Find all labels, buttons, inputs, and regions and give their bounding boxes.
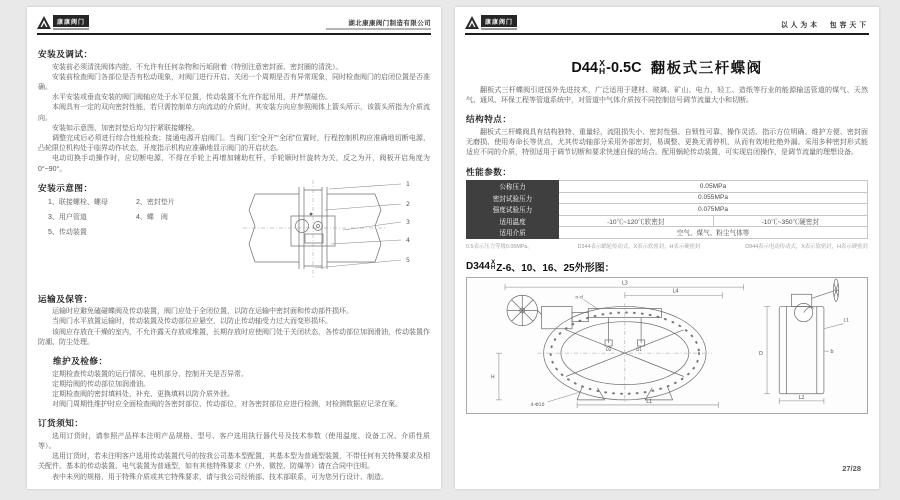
product-title <box>466 57 868 78</box>
param-label: 强度试验压力 <box>467 204 559 216</box>
legend-item: 3、用户管道 <box>48 213 87 221</box>
features-paragraph: 翻板式三杆蝶阀具有结构独特、重量轻、流阻损失小、密封性强、自锁性可靠、操作灵活、指示方位明确、维护方便、密封面无磨损、使用寿命长等优点，尤其传动轴部分采用外部密封，易调整、更换无需停机，从而有效地杜绝外漏。采用多种密封形式能适应不同的介质，特别适用于调节切断和要求快速自保的场合。配用蜗轮传动装置，可实现启闭操作，是调节流量的理想设备。 <box>466 128 868 157</box>
param-label: 适用温度 <box>467 215 559 227</box>
param-value-soft: -10℃~120℃软密封 <box>559 215 714 227</box>
callout-number: 5 <box>405 255 411 264</box>
param-value: 0.055MPa <box>559 192 868 204</box>
model-suffix: -0.5C <box>606 59 642 76</box>
install-paragraph: 电动切换手动操作时，应切断电源，不得在手轮上再增加辅助杠杆，手轮顺时针旋转为关，反之为开，阀板开启角度为0°~90°。 <box>38 155 430 173</box>
install-paragraph: 安装如示意图，加密封垫后均匀拧紧联接螺栓。 <box>52 124 199 132</box>
logo-subline <box>53 28 89 30</box>
page-header <box>37 15 431 35</box>
dim-label-bolt: 4-Φ10 <box>530 402 545 408</box>
valve-outline-drawing <box>467 278 867 408</box>
model-seal-code: X H <box>599 58 606 76</box>
install-paragraph: 安装前必须清洗阀体内腔，不允许有任何杂物和污垢附着（特别注意密封面、密封圈的清洗）。 <box>52 63 343 71</box>
performance-parameters-table <box>466 180 868 239</box>
section-title-transport: 运输及保管： <box>38 293 93 304</box>
param-value: 空气、煤气、粉尘气体等 <box>559 227 868 239</box>
ordering-paragraph: 选用订货时，请参照产品样本注明产品规格、型号、客户选用执行器代号及技术参数（使用温度、设备工况、介质性质等）。 <box>38 432 430 451</box>
footnote-item: D344表示蜗轮传动式，X表示软密封，H表示硬密封 <box>577 243 701 250</box>
company-name-subline <box>326 28 431 30</box>
install-paragraph: 水平安装或垂直安装的阀门阀轴应处于水平位置，传动装置不允许作起吊用，并严禁碰伤。 <box>52 94 332 102</box>
transport-paragraph: 运输时应避免磕碰蝶阀及传动装置，阀门应处于全闭位置，以防在运输中密封面和传动部件损坏。 <box>52 308 353 316</box>
company-slogan: 以人为本 包容天下 <box>780 22 869 29</box>
legend-item: 5、传动装置 <box>48 228 87 236</box>
dim-label-d: D <box>758 350 763 357</box>
model-prefix: D44 <box>571 59 598 76</box>
drawing-model-seal-code: X H <box>490 259 496 272</box>
dim-label-b: b <box>830 348 834 355</box>
callout-number: 1 <box>405 179 411 188</box>
footnote-item: 0.5表示压力等级0.05MPa。 <box>466 243 533 250</box>
catalog-page-left <box>27 7 441 489</box>
table-row <box>467 192 868 204</box>
callout-number: 2 <box>405 199 411 208</box>
maintenance-paragraph: 定期检查阀的密封填料处，补充、更换填料以防介质外泄。 <box>52 390 234 398</box>
dim-label-d2: D2 <box>605 346 612 352</box>
installation-schematic-block <box>38 179 430 286</box>
ordering-paragraph: 选用订货时，若未注明客户选用传动装置代号的按我公司基本型配置，其基本型为普通型装置，不带任何有关特殊要求及相关配件。基本的传动装置、电气装置为普通型，如有其他特殊要求（户外、微控、防爆等）请在合同中注明。 <box>38 453 430 471</box>
dim-label-h: H <box>490 374 495 381</box>
page-header <box>465 15 869 35</box>
legend-item: 1、联接螺栓、螺母 <box>48 198 108 206</box>
ordering-paragraph: 表中未列的规格、用于特殊介质或其它特殊要求，请与我公司经销部、技术部联系，可为您另行设计、制造。 <box>52 473 388 481</box>
section-title-ordering: 订货须知： <box>38 418 84 429</box>
section-title-install: 安装及调试： <box>38 49 93 59</box>
table-footnotes <box>466 242 868 250</box>
param-value: 0.05MPa <box>559 181 868 193</box>
section-title-schematic: 安装示意图： <box>38 182 93 193</box>
logo-text: 康康阀门 <box>53 15 89 27</box>
product-intro: 翻板式三杆蝶阀引进国外先进技术，广泛适用于建材、玻璃、矿山、电力、轻工、造纸等行业的能源输送管道的煤气、天然气、通风、环保工程等管道系统中，对管道中气体介质按不同控制信号调节流量大小和切断。 <box>466 87 868 105</box>
dim-label-l1: L1 <box>646 398 653 405</box>
logo-subline <box>481 28 517 30</box>
dim-label-l2: L2 <box>798 394 805 401</box>
dim-label-d1: D1 <box>636 346 642 352</box>
logo-triangle-icon <box>465 16 479 29</box>
company-logo <box>465 15 517 30</box>
drawing-title-suffix: Z-6、10、16、25外形图： <box>496 262 615 274</box>
company-logo <box>37 15 89 30</box>
catalog-page-right <box>455 7 879 489</box>
param-label: 密封试验压力 <box>467 192 559 204</box>
dim-label-nd: n-d <box>575 294 583 300</box>
product-model <box>571 60 641 76</box>
callout-number: 3 <box>405 217 411 226</box>
right-page-content <box>455 35 879 414</box>
maintenance-paragraph: 对阀门周期性维护时应全面检查阀的各密封部位、传动部位，对各密封部位应进行检测，对检测数据应记录在案。 <box>52 401 402 409</box>
table-row <box>467 227 868 239</box>
logo-text: 康康阀门 <box>481 15 517 27</box>
drawing-title <box>466 259 868 274</box>
left-page-content <box>27 35 441 483</box>
install-paragraph: 安装前检查阀门各部位是否有松动现象，对阀门进行开启、关闭一个周期是否有异常现象，同时检查阀门的启闭位置是否准确。 <box>38 73 430 91</box>
section-title-maintenance: 维护及检修： <box>53 356 108 367</box>
table-row <box>467 215 868 227</box>
param-label: 公称压力 <box>467 181 559 193</box>
dim-label-l4: L4 <box>672 288 679 295</box>
table-row <box>467 204 868 216</box>
section-title-parameters: 性能参数： <box>466 166 512 177</box>
transport-paragraph: 该阀应存放在干燥的室内，不允许露天存放或堆置，长期存放时应使阀门处于关闭状态，各传动部位加润滑油，传动装置作防潮、防尘处理。 <box>38 328 430 346</box>
drawing-model-prefix: D344 <box>466 260 490 272</box>
install-paragraph: 本阀具有一定的双向密封性能，若只需控制单方向流动的介质时，其安装方向应参照阀体上箭头所示，该箭头所指为介质流向。 <box>38 104 430 122</box>
logo-triangle-icon <box>37 16 51 29</box>
callout-number: 4 <box>405 235 411 244</box>
outline-drawing-box <box>466 277 868 414</box>
company-name: 湖北康康阀门制造有限公司 <box>348 19 431 27</box>
section-title-features: 结构特点： <box>466 114 512 125</box>
transport-paragraph: 当阀门水平放置运输时，传动装置及传动部位应悬空，以防止传动轴受力过大而变形损坏。 <box>52 318 332 326</box>
dim-label-l1-side: L1 <box>843 318 849 324</box>
dim-label-l3: L3 <box>621 280 628 287</box>
install-paragraph: 调整完成后必须进行综合性能检查；接通电源开启阀门。当阀门至“全开”“全闭”位置时，行程控制机构应准确地切断电源，凸轮限位机构处于临界动作状态，开度指示机构应准确地显示阀门的开启状态。 <box>38 134 430 153</box>
maintenance-paragraph: 定期检查传动装置的运行情况、电机部分、控制开关是否异常。 <box>52 370 248 378</box>
maintenance-paragraph: 定期给阀的传动部位加润滑油。 <box>52 380 150 388</box>
product-name: 翻板式三杆蝶阀 <box>650 61 763 77</box>
installation-diagram <box>241 174 426 282</box>
legend-item: 4、蝶 阀 <box>136 213 168 221</box>
param-value: 0.075MPa <box>559 204 868 216</box>
table-row <box>467 181 868 193</box>
param-value-hard: -10℃~350℃硬密封 <box>713 215 868 227</box>
header-company-block <box>326 18 431 31</box>
legend-item: 2、密封垫片 <box>136 198 175 206</box>
page-number: 27/28 <box>842 464 861 473</box>
footnote-item: D944表示电动传动式，X表示软密封，H表示硬密封 <box>745 243 868 250</box>
param-label: 适用介质 <box>467 227 559 239</box>
